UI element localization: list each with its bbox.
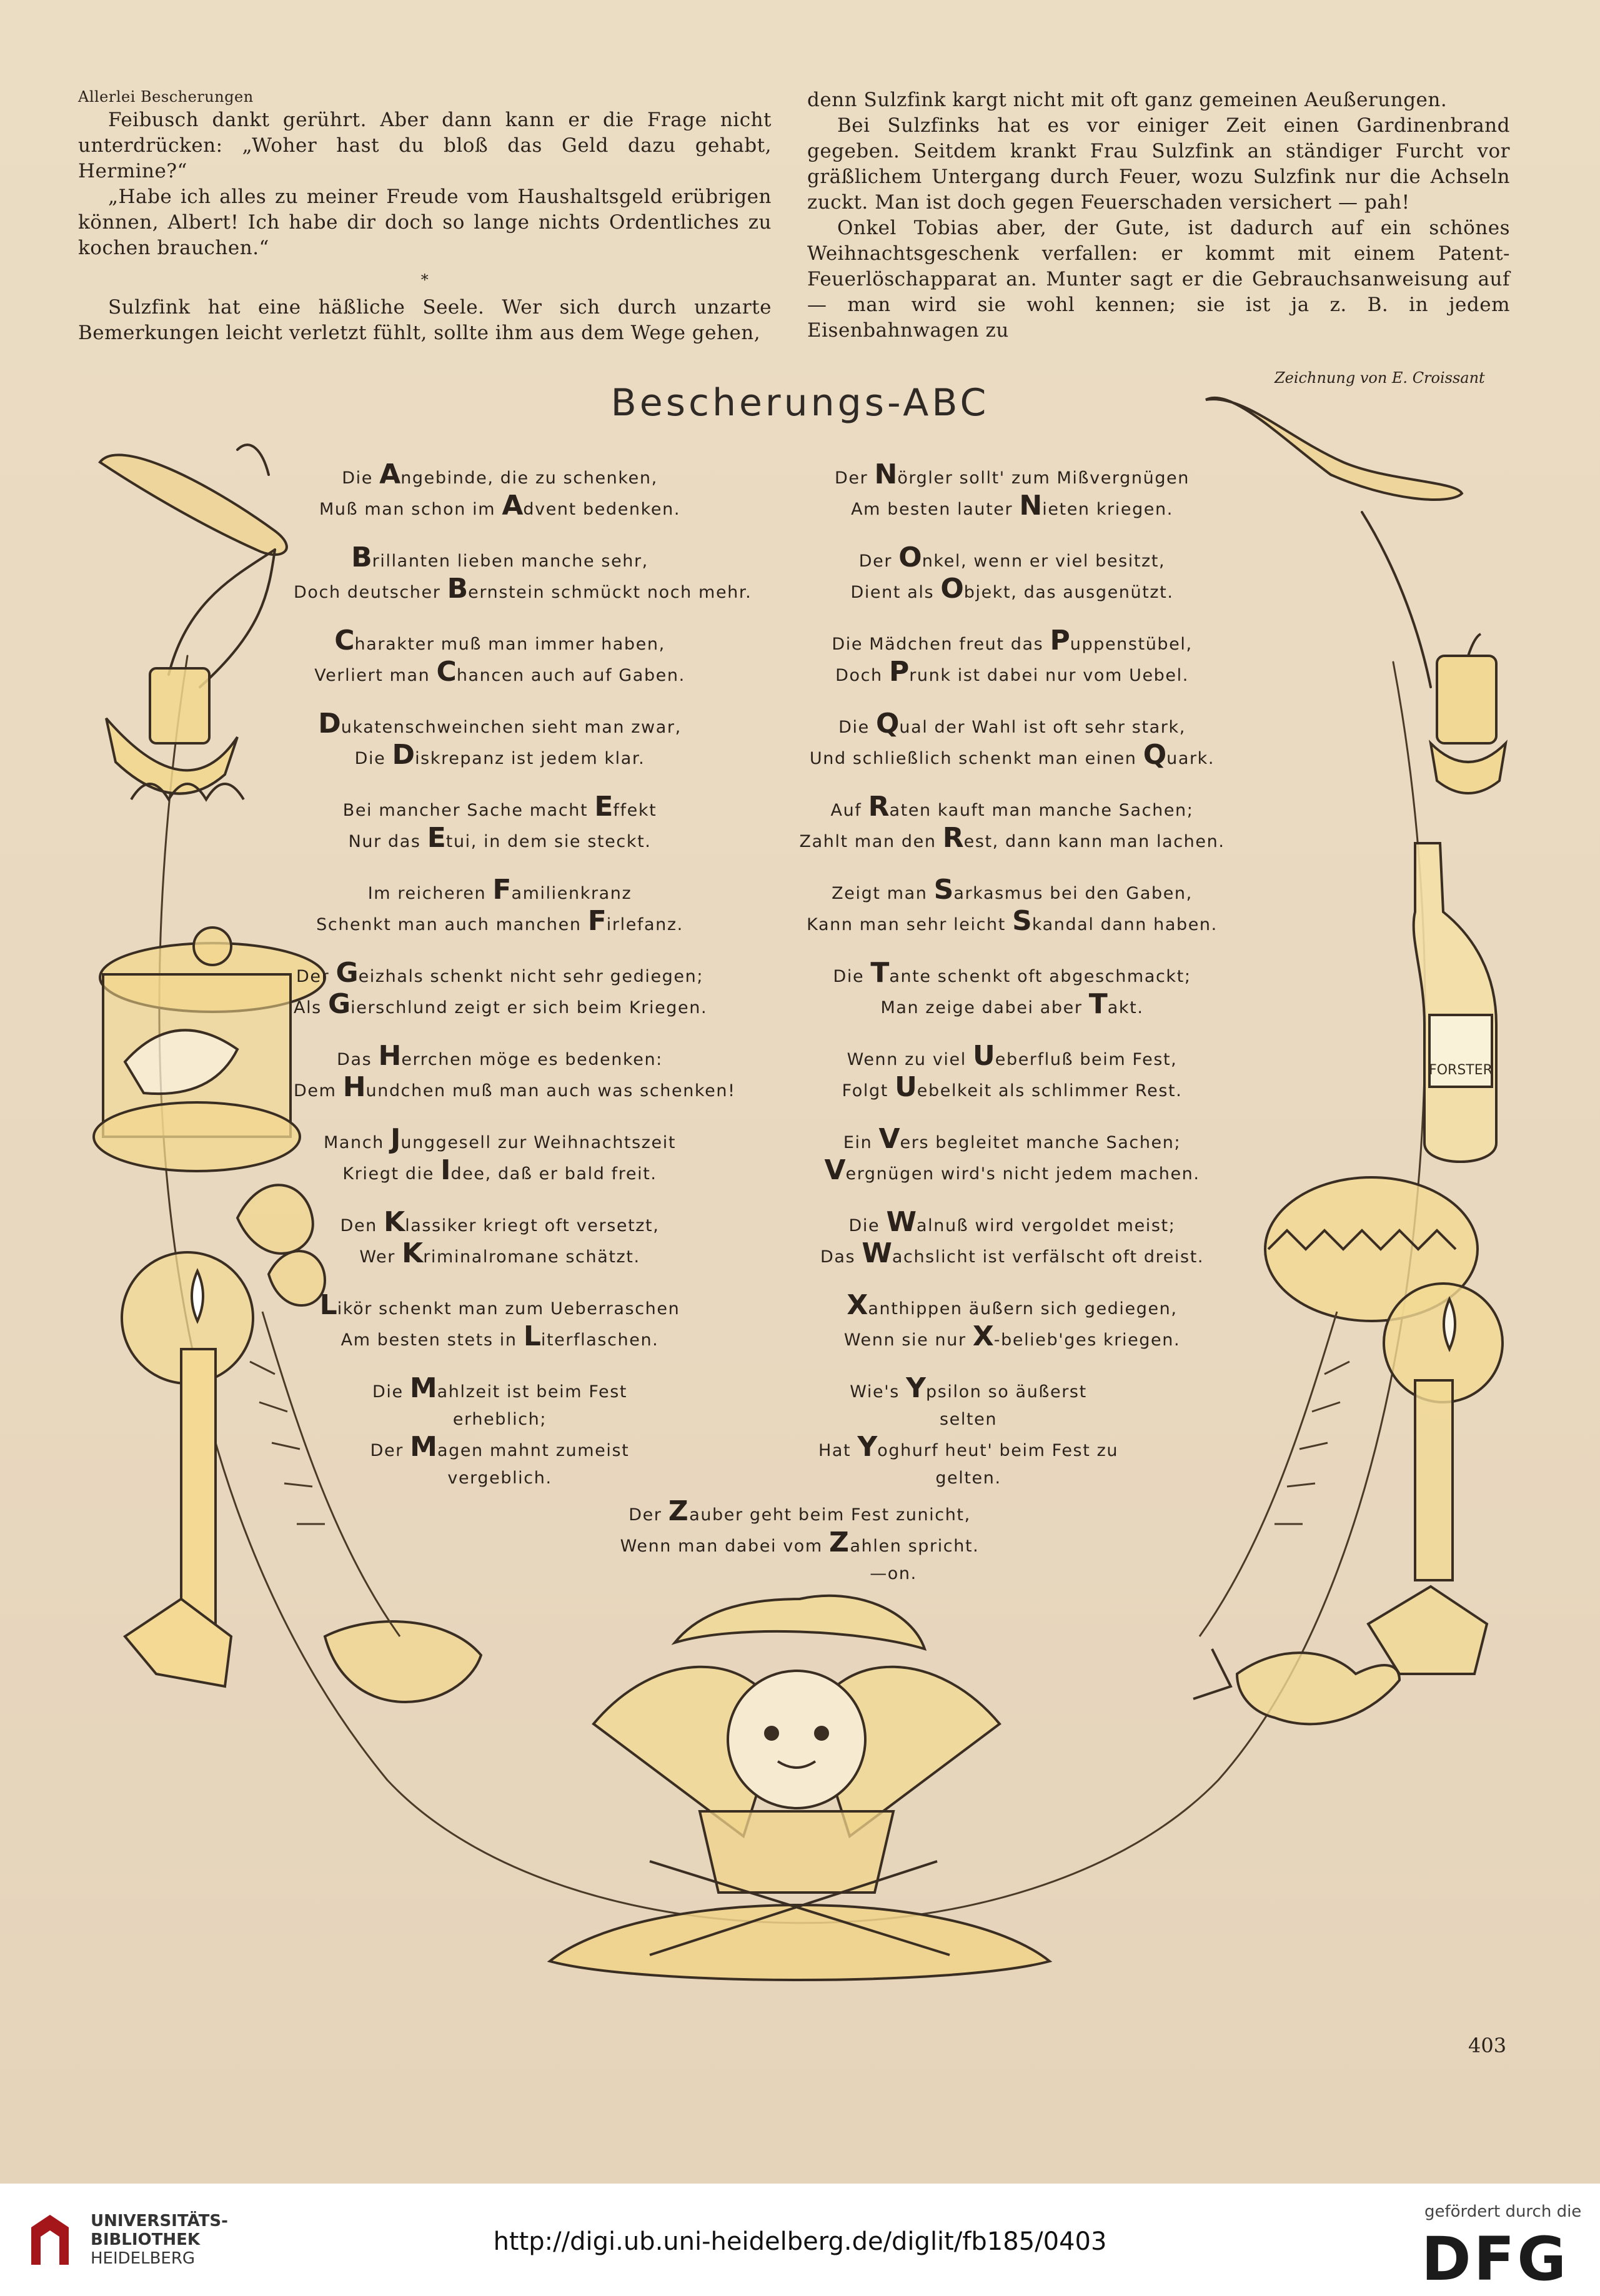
initial-letter: R: [942, 822, 964, 854]
verse-line: Der Onkel, wenn er viel besitzt,: [858, 542, 1166, 573]
verse-line: vergeblich.: [447, 1468, 552, 1488]
digitization-footer: [0, 2184, 1600, 2296]
initial-letter: A: [379, 458, 401, 490]
verse-stanza: [294, 876, 706, 959]
verse-stanza: [294, 793, 706, 876]
verse-line: Kann man sehr leicht Skandal dann haben.: [807, 905, 1218, 937]
verse-line: Man zeige dabei aber Takt.: [880, 988, 1144, 1020]
initial-letter: W: [886, 1206, 917, 1238]
dfg-logo: DFG: [1421, 2224, 1569, 2294]
prose-paragraph: „Habe ich alles zu meiner Freude vom Haushaltsgeld erübrigen können, Albert! Ich habe dir doch so lange nichts Ordentliches zu kochen brauchen.“: [78, 186, 772, 259]
verse-line: Nur das Etui, in dem sie steckt.: [348, 822, 652, 854]
prose-paragraph: Bei Sulzfinks hat es vor einiger Zeit einen Gardinenbrand gegeben. Seitdem krankt Frau Sulzfink an ständiger Furcht vor gräßlichem Untergang durch Feuer, wozu Sulzfink nur die Achseln zuckt. Man ist doch gegen Feuerschaden versichert — pah!: [807, 114, 1510, 214]
verse-line: Hat Yoghurf heut' beim Fest zu: [818, 1431, 1119, 1463]
verse-line: Zahlt man den Rest, dann kann man lachen.: [799, 822, 1225, 854]
initial-letter: Q: [1143, 739, 1167, 771]
verse-line: Xanthippen äußern sich gediegen,: [847, 1289, 1178, 1321]
initial-letter: P: [888, 656, 910, 688]
verse-stanza: [294, 627, 706, 710]
verse-line: Der Magen mahnt zumeist: [370, 1431, 630, 1463]
verse-line: Der Zauber geht beim Fest zunicht,: [629, 1495, 971, 1527]
verse-line: Kriegt die Idee, daß er bald freit.: [342, 1154, 657, 1186]
initial-letter: D: [318, 708, 341, 740]
initial-letter: G: [335, 957, 359, 989]
prose-paragraph: denn Sulzfink kargt nicht mit oft ganz gemeinen Aeußerungen.: [807, 89, 1448, 111]
verse-line: Als Gierschlund zeigt er sich beim Kriegen.: [294, 988, 708, 1020]
verse-line: Dem Hundchen muß man auch was schenken!: [294, 1071, 736, 1103]
initial-letter: F: [492, 874, 512, 906]
initial-letter: Q: [875, 708, 900, 740]
verse-line: Am besten lauter Nieten kriegen.: [851, 490, 1173, 522]
initial-letter: Y: [857, 1431, 878, 1463]
verse-line: Die Mahlzeit ist beim Fest: [372, 1372, 628, 1404]
verse-stanza: [294, 458, 706, 544]
initial-letter: O: [940, 573, 964, 605]
verse-stanza: [793, 627, 1231, 710]
verse-line: Zeigt man Sarkasmus bei den Gaben,: [832, 874, 1193, 906]
verse-stanza: [294, 542, 752, 627]
initial-letter: G: [328, 988, 351, 1020]
verse-line: erheblich;: [452, 1410, 547, 1429]
verse-line: Muß man schon im Advent bedenken.: [319, 490, 681, 522]
initial-letter: N: [1019, 490, 1043, 522]
prose-column-right: [807, 87, 1510, 344]
verse-stanza: [793, 458, 1231, 544]
verse-line: Doch Prunk ist dabei nur vom Uebel.: [835, 656, 1189, 688]
initial-letter: L: [523, 1320, 541, 1352]
initial-letter: F: [587, 905, 607, 937]
section-separator: *: [420, 271, 429, 289]
verse-line: Dient als Objekt, das ausgenützt.: [850, 573, 1174, 605]
bottle-label: FORSTER: [1429, 1062, 1493, 1078]
verse-stanza: [294, 1289, 706, 1375]
verse-stanza: [793, 959, 1231, 1042]
initial-letter: K: [402, 1237, 424, 1269]
verse-stanza: [793, 1372, 1143, 1488]
verse-stanza: [294, 1206, 706, 1292]
illustration-credit: Zeichnung von E. Croissant: [1275, 369, 1485, 387]
university-library-name: UNIVERSITÄTS- BIBLIOTHEK HEIDELBERG: [91, 2212, 228, 2268]
verse-line: Wie's Ypsilon so äußerst: [850, 1372, 1087, 1404]
verse-line: gelten.: [935, 1468, 1001, 1488]
verse-stanza: [793, 793, 1231, 876]
verse-stanza: [793, 876, 1231, 959]
final-stanza: [550, 1495, 1050, 1588]
section-heading: Allerlei Bescherungen: [78, 88, 254, 106]
initial-letter: U: [895, 1071, 917, 1103]
verse-line: Bei mancher Sache macht Effekt: [342, 791, 657, 823]
initial-letter: M: [410, 1431, 437, 1463]
verse-line: Folgt Uebelkeit als schlimmer Rest.: [842, 1071, 1183, 1103]
initial-letter: N: [874, 458, 898, 490]
initial-letter: H: [342, 1071, 366, 1103]
verses-left: [294, 458, 752, 1488]
verse-line: Manch Junggesell zur Weihnachtszeit: [323, 1123, 677, 1155]
initial-letter: W: [862, 1237, 892, 1269]
initial-letter: X: [972, 1320, 994, 1352]
verse-line: Im reicheren Familienkranz: [367, 874, 632, 906]
initial-letter: O: [898, 542, 922, 573]
prose-column-left: [78, 87, 772, 346]
initial-letter: M: [409, 1372, 437, 1404]
initial-letter: U: [973, 1040, 995, 1072]
verse-line: Ein Vers begleitet manche Sachen;: [843, 1123, 1181, 1155]
verse-line: Die Diskrepanz ist jedem klar.: [354, 739, 645, 771]
verse-stanza: [793, 1123, 1231, 1209]
initial-letter: L: [319, 1289, 337, 1321]
verse-line: Die Qual der Wahl ist oft sehr stark,: [838, 708, 1186, 740]
verse-line: Den Klassiker kriegt oft versetzt,: [340, 1206, 660, 1238]
initial-letter: B: [351, 542, 372, 573]
author-signature: —on.: [870, 1564, 917, 1583]
verse-stanza: [294, 959, 706, 1042]
verse-line: selten: [939, 1410, 998, 1429]
verse-line: Am besten stets in Literflaschen.: [340, 1320, 659, 1352]
verse-line: Und schließlich schenkt man einen Quark.: [809, 739, 1215, 771]
initial-letter: S: [1012, 905, 1032, 937]
initial-letter: V: [878, 1123, 900, 1155]
poem-title: Bescherungs-ABC: [610, 381, 990, 425]
initial-letter: A: [502, 490, 524, 522]
verse-line: Wenn sie nur X-belieb'ges kriegen.: [843, 1320, 1181, 1352]
verse-line: Wer Kriminalromane schätzt.: [359, 1237, 640, 1269]
verse-line: Die Mädchen freut das Puppenstübel,: [832, 625, 1193, 656]
verses-right: [793, 458, 1231, 1488]
verse-line: Der Geizhals schenkt nicht sehr gediegen;: [296, 957, 704, 989]
verse-line: Wenn zu viel Ueberfluß beim Fest,: [847, 1040, 1178, 1072]
verse-line: Das Wachslicht ist verfälscht oft dreist.: [820, 1237, 1205, 1269]
initial-letter: Z: [668, 1495, 690, 1527]
verse-line: Auf Raten kauft man manche Sachen;: [830, 791, 1194, 823]
verse-line: Der Nörgler sollt' zum Mißvergnügen: [834, 458, 1190, 490]
verse-stanza: [294, 710, 706, 793]
prose-paragraph: Feibusch dankt gerührt. Aber dann kann er die Frage nicht unterdrücken: „Woher hast du bloß das Geld dazu gehabt, Hermine?“: [78, 109, 772, 182]
verse-stanza: [793, 710, 1231, 793]
verse-line: Charakter muß man immer haben,: [334, 625, 665, 656]
verse-stanza: [294, 1372, 706, 1488]
initial-letter: I: [440, 1154, 451, 1186]
verse-line: Dukatenschweinchen sieht man zwar,: [318, 708, 682, 740]
verse-line: Das Herrchen möge es bedenken:: [337, 1040, 663, 1072]
initial-letter: Y: [906, 1372, 926, 1404]
initial-letter: T: [1088, 988, 1108, 1020]
verse-line: Schenkt man auch manchen Firlefanz.: [316, 905, 683, 937]
verse-line: Vergnügen wird's nicht jedem machen.: [824, 1154, 1200, 1186]
initial-letter: D: [392, 739, 415, 771]
initial-letter: P: [1050, 625, 1070, 656]
verse-stanza: [294, 1123, 706, 1209]
verse-stanza: [294, 1040, 736, 1126]
verse-stanza: [793, 1042, 1231, 1126]
verse-stanza: [793, 1206, 1231, 1292]
initial-letter: T: [870, 957, 890, 989]
prose-paragraph: Sulzfink hat eine häßliche Seele. Wer sich durch unzarte Bemerkungen leicht verletzt fühlt, sollte ihm aus dem Wege gehen,: [78, 296, 772, 344]
permalink-url[interactable]: http://digi.ub.uni-heidelberg.de/diglit/fb185/0403: [493, 2227, 1107, 2256]
verse-stanza: [793, 1289, 1231, 1375]
verse-line: Die Tante schenkt oft abgeschmackt;: [833, 957, 1191, 989]
initial-letter: K: [384, 1206, 405, 1238]
initial-letter: S: [933, 874, 954, 906]
prose-paragraph: Onkel Tobias aber, der Gute, ist dadurch auf ein schönes Weihnachtsgeschenk verfallen: er kommt mit einem Patent-Feuerlöschapparat an. Munter sagt er die Gebrauchsanweisung auf — man wird sie wohl kennen; sie ist ja z. B. in jedem Eisenbahnwagen zu: [807, 217, 1510, 342]
initial-letter: H: [378, 1040, 402, 1072]
verse-line: Brillanten lieben manche sehr,: [351, 542, 648, 573]
verse-line: Verliert man Chancen auch auf Gaben.: [314, 656, 685, 688]
verse-line: Wenn man dabei vom Zahlen spricht.: [620, 1527, 980, 1558]
initial-letter: V: [824, 1154, 846, 1186]
verse-line: Die Walnuß wird vergoldet meist;: [848, 1206, 1176, 1238]
verse-line: Likör schenkt man zum Ueberraschen: [319, 1289, 680, 1321]
initial-letter: B: [447, 573, 469, 605]
initial-letter: E: [594, 791, 614, 823]
initial-letter: C: [334, 625, 355, 656]
verse-line: Die Angebinde, die zu schenken,: [342, 458, 658, 490]
initial-letter: C: [436, 656, 457, 688]
initial-letter: E: [427, 822, 446, 854]
page-number: 403: [1468, 2034, 1507, 2057]
initial-letter: Z: [829, 1527, 850, 1558]
funding-caption: gefördert durch die: [1424, 2202, 1582, 2221]
initial-letter: X: [847, 1289, 868, 1321]
initial-letter: J: [390, 1123, 401, 1155]
verse-line: Doch deutscher Bernstein schmückt noch mehr.: [294, 573, 752, 605]
initial-letter: R: [868, 791, 890, 823]
verse-stanza: [793, 544, 1231, 627]
